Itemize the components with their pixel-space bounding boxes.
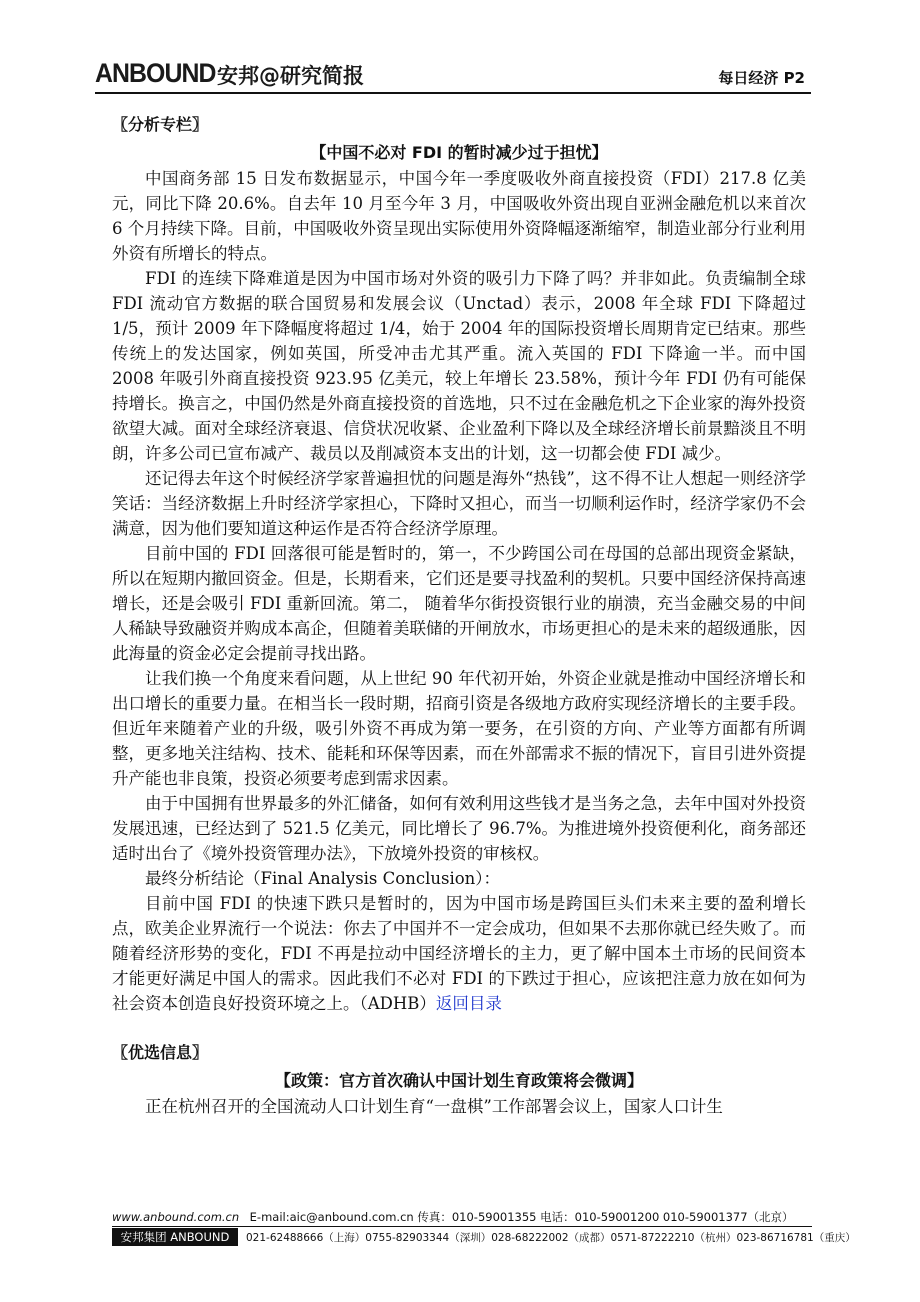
- brief-title: 安邦@研究简报: [217, 64, 364, 88]
- paragraph: 中国商务部 15 日发布数据显示，中国今年一季度吸收外商直接投资（FDI）217.8 亿美元，同比下降 20.6%。自去年 10 月至今年 3 月，中国吸收外资出现自亚洲金融危机以来首次 6 个月持续下降。目前，中国吸收外资呈现出实际使用外资降幅逐渐缩窄，制造业部分行业利用外资有所增长的特点。: [112, 169, 806, 263]
- featured-article-title: 【政策：官方首次确认中国计划生育政策将会微调】: [274, 1071, 643, 1090]
- analysis-section-heading: 〖分析专栏〗: [112, 115, 209, 134]
- footer-group-label: 安邦集团 ANBOUND: [112, 1228, 238, 1246]
- conclusion-text: 目前中国 FDI 的快速下跌只是暂时的，因为中国市场是跨国巨头们未来主要的盈利增长点，欧美企业界流行一个说法：你去了中国并不一定会成功，但如果不去那你就已经失败了。而随着经济形势的变化，FDI 不再是拉动中国经济增长的主力，更了解中国本土市场的民间资本才能更好满足中国人的需求。因此我们不必对 FDI 的下跌过于担心，应该把注意力放在如何为社会资本创造良好投资环境之上。（ADHB）: [112, 894, 806, 1013]
- back-to-contents-link[interactable]: 返回目录: [435, 994, 502, 1013]
- footer-phone-numbers: 021-62488666（上海）0755-82903344（深圳）028-68222002（成都）0571-87222210（杭州）023-86716781（重庆）: [246, 1232, 856, 1244]
- paragraph: 目前中国的 FDI 回落很可能是暂时的，第一，不少跨国公司在母国的总部出现资金紧缺，所以在短期内撤回资金。但是，长期看来，它们还是要寻找盈利的契机。只要中国经济保持高速增长，还是会吸引 FDI 重新回流。第二， 随着华尔街投资银行业的崩溃，充当金融交易的中间人稀缺导致融资并购成本高企，但随着美联储的开闸放水，市场更担心的是未来的超级通胀，因此海量的资金必定会提前寻找出路。: [112, 544, 806, 663]
- footer-divider: [112, 1226, 812, 1227]
- footer-phone-row: [112, 1228, 856, 1246]
- conclusion-paragraph: [112, 891, 806, 1016]
- paragraph: 正在杭州召开的全国流动人口计划生育“一盘棋”工作部署会议上，国家人口计生: [145, 1097, 723, 1116]
- page-header: [95, 58, 811, 94]
- paragraph: 还记得去年这个时候经济学家普遍担忧的问题是海外“热钱”，这不得不让人想起一则经济学笑话：当经济数据上升时经济学家担心，下降时又担心，而当一切顺利运作时，经济学家仍不会满意，因为他们要知道这种运作是否符合经济学原理。: [112, 469, 806, 538]
- footer-website[interactable]: www.anbound.com.cn: [112, 1210, 240, 1224]
- footer-contact: E-mail:aic@anbound.com.cn 传真：010-59001355 电话：010-59001200 010-59001377（北京）: [249, 1210, 794, 1224]
- paragraph: FDI 的连续下降难道是因为中国市场对外资的吸引力下降了吗？并非如此。负责编制全球 FDI 流动官方数据的联合国贸易和发展会议（Unctad）表示，2008 年全球 FDI 下降超过 1/5，预计 2009 年下降幅度将超过 1/4，始于 2004 年的国际投资增长周期肯定已结束。那些传统上的发达国家，例如英国，所受冲击尤其严重。流入英国的 FDI 下降逾一半。而中国 2008 年吸引外商直接投资 923.95 亿美元，较上年增长 23.58%，预计今年 FDI 仍有可能保持增长。换言之，中国仍然是外商直接投资的首选地，只不过在金融危机之下企业家的海外投资欲望大减。面对全球经济衰退、信贷状况收紧、企业盈利下降以及全球经济增长前景黯淡且不明朗，许多公司已宣布减产、裁员以及削减资本支出的计划，这一切都会使 FDI 减少。: [112, 269, 806, 463]
- footer-contact-row: [112, 1208, 812, 1226]
- page-label: 每日经济 P2: [718, 69, 805, 87]
- featured-section-heading: 〖优选信息〗: [112, 1043, 209, 1062]
- article-body: [112, 110, 806, 1119]
- analysis-article-title: 【中国不必对 FDI 的暂时减少过于担忧】: [310, 143, 608, 162]
- conclusion-heading: 最终分析结论（Final Analysis Conclusion）：: [145, 869, 501, 888]
- anbound-logo: ANBOUND: [95, 58, 216, 88]
- paragraph: 让我们换一个角度来看问题，从上世纪 90 年代初开始，外资企业就是推动中国经济增长和出口增长的重要力量。在相当长一段时期，招商引资是各级地方政府实现经济增长的主要手段。但近年来随着产业的升级，吸引外资不再成为第一要务，在引资的方向、产业等方面都有所调整，更多地关注结构、技术、能耗和环保等因素，而在外部需求不振的情况下，盲目引进外资提升产能也非良策，投资必须要考虑到需求因素。: [112, 669, 806, 788]
- paragraph: 由于中国拥有世界最多的外汇储备，如何有效利用这些钱才是当务之急，去年中国对外投资发展迅速，已经达到了 521.5 亿美元，同比增长了 96.7%。为推进境外投资便利化，商务部还适时出台了《境外投资管理办法》，下放境外投资的审核权。: [112, 794, 806, 863]
